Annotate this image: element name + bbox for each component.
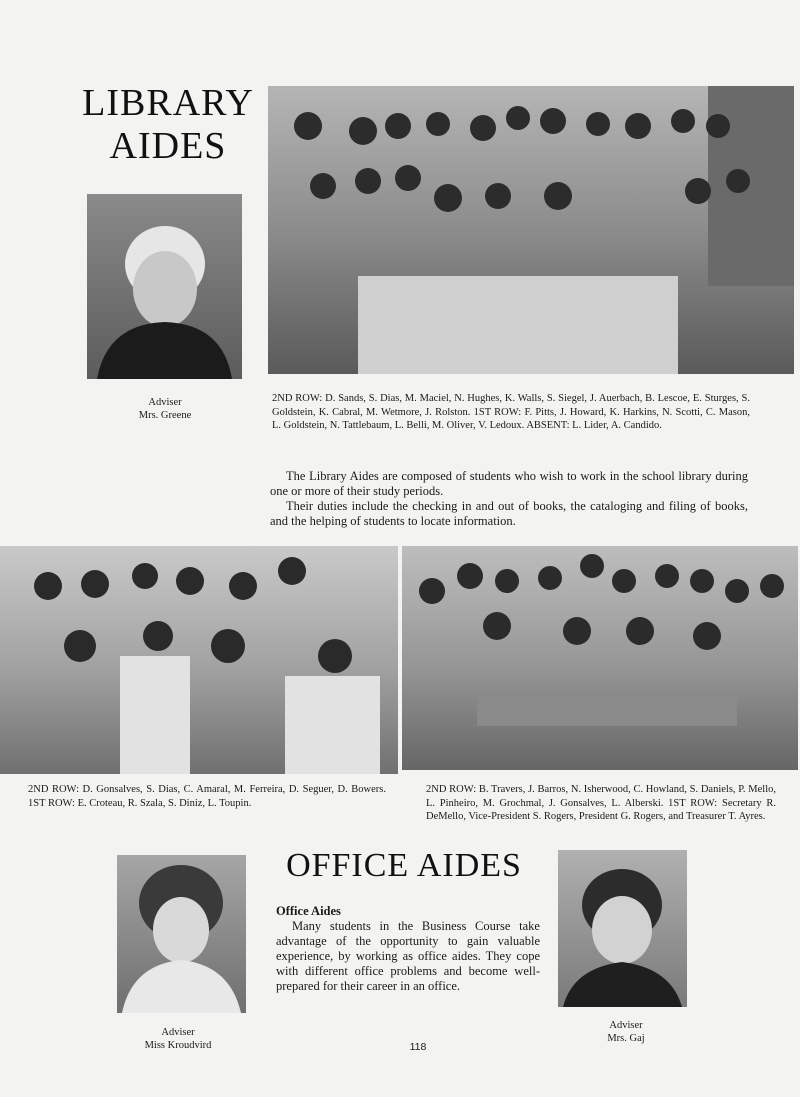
right-group-caption: 2ND ROW: B. Travers, J. Barros, N. Isherwood, C. Howland, S. Daniels, P. Mello, L. Pinheiro, M. Grochmal, J. Gonsalves, L. Alberski. 1ST ROW: Secretary R. DeMello, Vice-President S. Rogers, President G. Rogers, and Treasurer T. Ayres. bbox=[426, 784, 776, 822]
office-paragraph-text: Many students in the Business Course take advantage of the opportunity to gain valuable experience, by working as office aides. They cope with different office problems and become well-prepared for their career in an office. bbox=[276, 919, 540, 993]
adviser-portrait-gaj bbox=[558, 850, 687, 1007]
left-group-caption: 2ND ROW: D. Gonsalves, S. Dias, C. Amaral, M. Ferreira, D. Seguer, D. Bowers. 1ST ROW: E. Croteau, R. Szala, S. Diniz, L. Toupin. bbox=[28, 784, 386, 809]
library-description bbox=[270, 469, 748, 529]
library-group-caption: 2ND ROW: D. Sands, S. Dias, M. Maciel, N. Hughes, K. Walls, S. Siegel, J. Auerbach, B. Lescoe, E. Sturges, S. Goldstein, K. Cabral, M. Wetmore, J. Rolston. 1ST ROW: F. Pitts, J. Howard, K. Harkins, N. Scotti, C. Mason, L. Goldstein, N. Tattlebaum, L. Belli, M. Oliver, V. Ledoux. ABSENT: L. Lider, A. Candido. bbox=[272, 393, 750, 431]
library-title-line1: LIBRARY bbox=[82, 82, 254, 124]
library-adviser-label: Adviser bbox=[148, 397, 182, 408]
library-title-line2: AIDES bbox=[109, 125, 227, 167]
library-paragraph-1: The Library Aides are composed of students who wish to work in the school library during one or more of their study periods. bbox=[270, 469, 748, 498]
office-adviser-left-label: Adviser bbox=[161, 1027, 195, 1038]
office-aides-title: OFFICE AIDES bbox=[286, 847, 522, 884]
office-adviser-right-name: Mrs. Gaj bbox=[607, 1033, 645, 1044]
office-adviser-right-caption bbox=[575, 1019, 677, 1045]
office-subheading: Office Aides bbox=[276, 904, 341, 918]
office-adviser-right-label: Adviser bbox=[609, 1020, 643, 1031]
library-adviser-name: Mrs. Greene bbox=[138, 410, 192, 421]
right-group-photo bbox=[402, 546, 798, 770]
library-aides-group-photo bbox=[268, 86, 794, 374]
library-adviser-caption bbox=[110, 396, 220, 422]
office-adviser-left-caption bbox=[122, 1026, 234, 1052]
library-paragraph-2: Their duties include the checking in and out of books, the cataloging and filing of books, and the helping of students to locate information. bbox=[270, 499, 748, 528]
library-aides-title bbox=[78, 82, 258, 168]
adviser-portrait-kroudvird bbox=[117, 855, 246, 1013]
office-paragraph bbox=[276, 919, 540, 994]
office-adviser-left-name: Miss Kroudvird bbox=[144, 1040, 212, 1051]
adviser-portrait-greene bbox=[87, 194, 242, 379]
page-number: 118 bbox=[409, 1041, 427, 1053]
left-group-photo bbox=[0, 546, 398, 774]
office-aides-text-block bbox=[276, 904, 540, 994]
